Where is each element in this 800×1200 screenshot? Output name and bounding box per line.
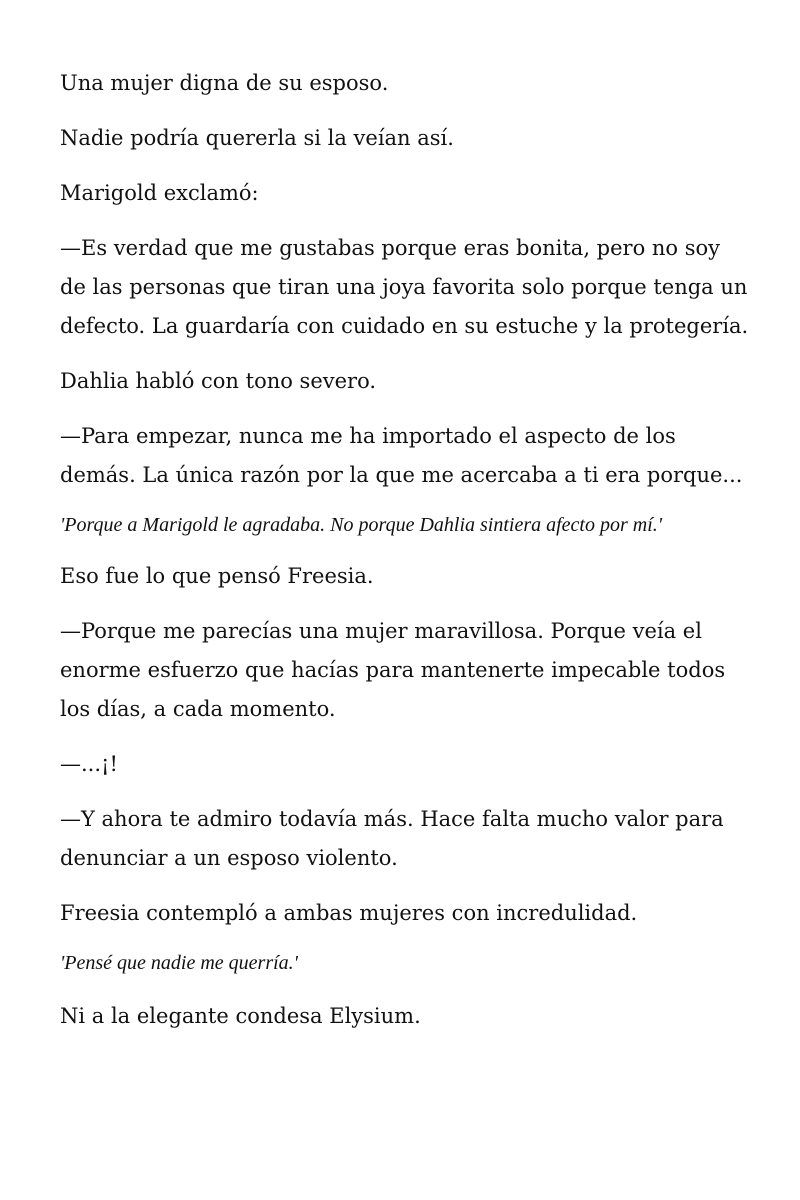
- paragraph: Una mujer digna de su esposo.: [60, 71, 389, 95]
- page-content: [60, 64, 750, 1052]
- inner-thought: 'Porque a Marigold le agradaba. No porque Dahlia sintiera afecto por mí.': [60, 514, 663, 536]
- inner-thought: 'Pensé que nadie me querría.': [60, 952, 298, 974]
- dialogue-paragraph: —Para empezar, nunca me ha importado el aspecto de los demás. La única razón por la que me acercaba a ti era porque...: [60, 424, 743, 487]
- paragraph: Marigold exclamó:: [60, 181, 259, 205]
- paragraph: Dahlia habló con tono severo.: [60, 369, 377, 393]
- dialogue-paragraph: —Es verdad que me gustabas porque eras bonita, pero no soy de las personas que tiran una joya favorita solo porque tenga un defecto. La guardaría con cuidado en su estuche y la protegería.: [60, 236, 749, 338]
- paragraph: Nadie podría quererla si la veían así.: [60, 126, 454, 150]
- dialogue-paragraph: —...¡!: [60, 752, 118, 776]
- dialogue-paragraph: —Porque me parecías una mujer maravillosa. Porque veía el enorme esfuerzo que hacías para mantenerte impecable todos los días, a cada momento.: [60, 619, 726, 721]
- paragraph: Eso fue lo que pensó Freesia.: [60, 564, 374, 588]
- paragraph: Ni a la elegante condesa Elysium.: [60, 1004, 421, 1028]
- paragraph: Freesia contempló a ambas mujeres con incredulidad.: [60, 901, 638, 925]
- dialogue-paragraph: —Y ahora te admiro todavía más. Hace falta mucho valor para denunciar a un esposo violento.: [60, 807, 724, 870]
